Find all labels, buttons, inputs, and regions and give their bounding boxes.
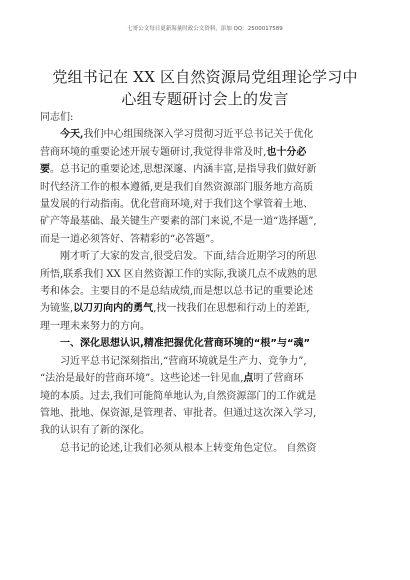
paragraph-1-line-1: [40, 126, 370, 143]
paragraph-2-line-5: 理一理未来努力的方向。: [40, 320, 150, 332]
text-run: 。总书记的重要论述,思想深邃、内涵丰富,是指导我们做好新: [50, 164, 317, 176]
bold-text: 点: [243, 373, 254, 385]
salutation: 同志们:: [40, 112, 74, 123]
section-heading-text: 一、深化思想认识,精准把握优化营商环境的“根”与“魂”: [60, 338, 311, 350]
text-run: ,找一找我们在思想和行动上的差距,: [153, 303, 310, 315]
bold-text: 也十分必: [266, 146, 307, 158]
bold-text: 今天,: [60, 129, 84, 141]
title-line-2: 心组专题研讨会上的发言: [121, 90, 289, 108]
document-title: [40, 66, 370, 110]
bold-text: 以刀刃向内的勇气: [73, 303, 154, 315]
paragraph-1-line-5: 量发展的行动指南。优化营商环境,对于我们这个掌管着土地、: [40, 199, 314, 211]
paragraph-1-line-2: [40, 144, 370, 161]
paragraph-2-line-3: 考和体会。主要目的不是总结成绩,而是想以总书记的重要论述: [40, 286, 314, 298]
paragraph-3-line-2: [40, 370, 370, 387]
paragraph-1-line-4: 时代经济工作的根本遵循,更是我们自然资源部门服务地方高质: [40, 181, 314, 193]
document-body: [40, 109, 370, 457]
watermark-text: 七哥公文每日更新海量时政公文资料，添加 QQ：2500017589: [127, 26, 283, 32]
text-run: 明了营商环: [253, 373, 304, 385]
paragraph-1-line-7: 而是一道必须答好、答精彩的“必答题”。: [40, 233, 221, 245]
paragraph-2-line-4: [40, 300, 370, 317]
paragraph-3-line-4: 管地、批地、保资源,是管理者、审批者。但通过这次深入学习,: [40, 407, 317, 419]
paragraph-3-line-5: 我的认识有了新的深化。: [40, 425, 150, 437]
section-heading-1: [40, 335, 370, 352]
text-run: 我们中心组围绕深入学习贯彻习近平总书记关于优化: [83, 129, 314, 141]
paragraph-3-line-1: 习近平总书记深刻指出,“营商环境就是生产力、竞争力”,: [60, 355, 307, 367]
text-run: “法治是最好的营商环境”。这些论述一针见血,: [40, 373, 244, 385]
paragraph-1-line-6: 矿产等最基础、最关键生产要素的部门来说,不是一道“选择题”,: [40, 216, 317, 228]
title-line-1: 党组书记在 XX 区自然资源局党组理论学习中: [52, 68, 358, 86]
bold-text: 要: [40, 164, 50, 176]
paragraph-2-line-2: 所悟,联系我们 XX 区自然资源工作的实际,我谈几点不成熟的思: [40, 268, 317, 280]
text-run: 为镜鉴,: [40, 303, 74, 315]
paragraph-1-line-3: [40, 161, 370, 178]
text-run: 营商环境的重要论述开展专题研讨,我觉得非常及时,: [40, 146, 267, 158]
paragraph-2-line-1: 刚才听了大家的发言,很受启发。下面,结合近期学习的所思: [60, 251, 317, 263]
paragraph-3-line-3: 境的本质。过去,我们可能简单地认为,自然资源部门的工作就是: [40, 390, 317, 402]
paragraph-4-line-1: 总书记的论述,让我们必须从根本上转变角色定位。 自然资: [60, 442, 317, 454]
